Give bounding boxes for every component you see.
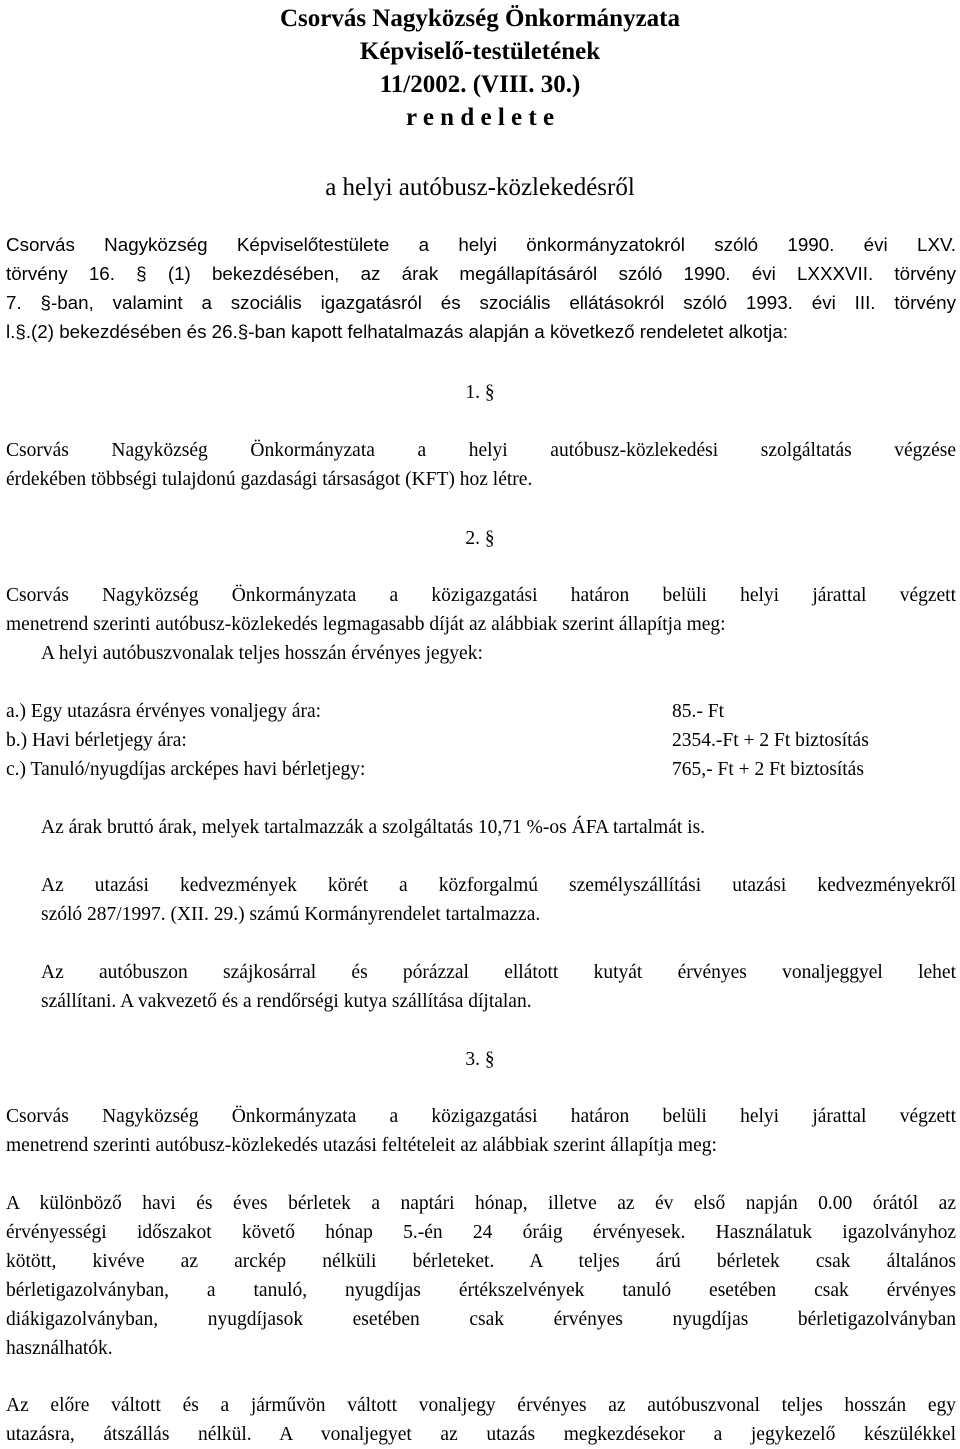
price-list-intro: A helyi autóbuszvonalak teljes hosszán érvényes jegyek: — [41, 643, 483, 664]
preamble-line: törvény 16. § (1) bekezdésében, az árak megállapításáról szóló 1990. évi LXXXVII. törvény — [6, 263, 956, 284]
section-3-heading: 3. § — [465, 1049, 495, 1070]
paragraph-line: kötött, kivéve az arckép nélküli bérleteket. A teljes árú bérletek csak általános — [6, 1251, 956, 1272]
paragraph-line: menetrend szerinti autóbusz-közlekedés legmagasabb díját az alábbiak szerint állapítja meg: — [6, 614, 726, 635]
section-1-paragraph — [6, 436, 956, 494]
section-2-paragraph — [6, 581, 956, 639]
price-row — [6, 726, 956, 755]
price-label: a.) Egy utazásra érvényes vonaljegy ára: — [6, 701, 322, 722]
discount-paragraph — [41, 871, 956, 929]
section-2-heading: 2. § — [465, 528, 495, 549]
title-line-1: Csorvás Nagyközség Önkormányzata — [280, 5, 680, 32]
price-row — [6, 697, 956, 726]
price-value: 2354.-Ft + 2 Ft biztosítás — [672, 730, 869, 751]
paragraph-line: Csorvás Nagyközség Önkormányzata a közigazgatási határon belüli helyi járattal végzett — [6, 585, 956, 606]
paragraph-line: Az autóbuszon szájkosárral és pórázzal ellátott kutyát érvényes vonaljeggyel lehet — [41, 962, 956, 983]
preamble-line: l.§.(2) bekezdésében és 26.§-ban kapott felhatalmazás alapján a következő rendeletet alkotja: — [6, 321, 789, 342]
section-1-heading: 1. § — [465, 382, 495, 403]
vat-note: Az árak bruttó árak, melyek tartalmazzák a szolgáltatás 10,71 %-os ÁFA tartalmát is. — [41, 817, 706, 838]
preamble-paragraph — [6, 230, 956, 346]
paragraph-line: használhatók. — [6, 1338, 113, 1359]
paragraph-line: Csorvás Nagyközség Önkormányzata a közigazgatási határon belüli helyi járattal végzett — [6, 1106, 956, 1127]
paragraph-line: utazásra, átszállás nélkül. A vonaljegyet az utazás megkezdésekor a jegykezelő készülékkel — [6, 1424, 956, 1445]
price-value: 85.- Ft — [672, 701, 725, 722]
pass-validity-paragraph — [6, 1189, 956, 1363]
dog-transport-paragraph — [41, 958, 956, 1016]
document-subtitle: a helyi autóbusz-közlekedésről — [325, 174, 635, 201]
paragraph-line: bérletigazolványban, a tanuló, nyugdíjas értékszelvények tanuló esetében csak érvényes — [6, 1280, 956, 1301]
paragraph-line: szállítani. A vakvezető és a rendőrségi kutya szállítása díjtalan. — [41, 991, 532, 1012]
paragraph-line: Az előre váltott és a járművön váltott vonaljegy érvényes az autóbuszvonal teljes hosszán egy — [6, 1395, 956, 1416]
price-value: 765,- Ft + 2 Ft biztosítás — [672, 759, 864, 780]
paragraph-line: diákigazolványban, nyugdíjasok esetében csak érvényes nyugdíjas bérletigazolványban — [6, 1309, 956, 1330]
document-title — [0, 2, 960, 134]
paragraph-line: menetrend szerinti autóbusz-közlekedés utazási feltételeit az alábbiak szerint állapítja meg: — [6, 1135, 717, 1156]
preamble-line: Csorvás Nagyközség Képviselőtestülete a helyi önkormányzatokról szóló 1990. évi LXV. — [6, 234, 956, 255]
section-3-paragraph — [6, 1102, 956, 1160]
price-row — [6, 755, 956, 784]
preamble-line: 7. §-ban, valamint a szociális igazgatásról és szociális ellátásokról szóló 1993. évi III. törvény — [6, 292, 956, 313]
paragraph-line: szóló 287/1997. (XII. 29.) számú Kormányrendelet tartalmazza. — [41, 904, 541, 925]
price-label: b.) Havi bérletjegy ára: — [6, 730, 187, 751]
paragraph-line: Csorvás Nagyközség Önkormányzata a helyi autóbusz-közlekedési szolgáltatás végzése — [6, 440, 956, 461]
paragraph-line: érdekében többségi tulajdonú gazdasági társaságot (KFT) hoz létre. — [6, 469, 533, 490]
title-line-3: 11/2002. (VIII. 30.) — [379, 71, 581, 98]
ticket-validity-paragraph — [6, 1391, 956, 1449]
price-label: c.) Tanuló/nyugdíjas arcképes havi bérletjegy: — [6, 759, 366, 780]
paragraph-line: A különböző havi és éves bérletek a naptári hónap, illetve az év első napján 0.00 órától az — [6, 1193, 956, 1214]
paragraph-line: Az utazási kedvezmények körét a közforgalmú személyszállítási utazási kedvezményekről — [41, 875, 956, 896]
paragraph-line: érvényességi időszakot követő hónap 5.-én 24 óráig érvényesek. Használatuk igazolványhoz — [6, 1222, 956, 1243]
title-line-4: r e n d e l e t e — [405, 104, 555, 131]
title-line-2: Képviselő-testületének — [359, 38, 601, 65]
